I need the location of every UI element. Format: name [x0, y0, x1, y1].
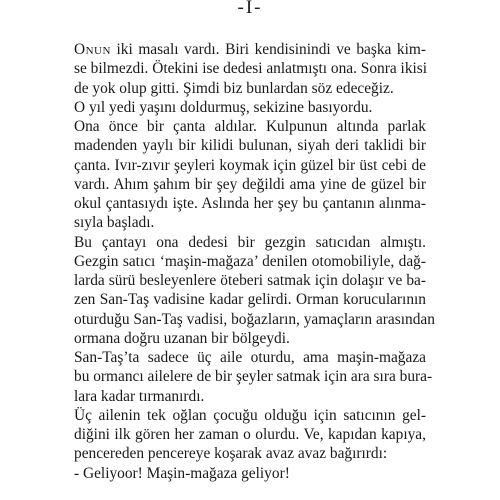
text-line: Bu çantayı ona dedesi bir gezgin satıcıdan almıştı.: [74, 233, 426, 251]
text-line: Gezgin satıcı ‘maşin-mağaza’ denilen otomobiliyle, dağ-: [74, 252, 426, 270]
text-line: pencereden pencereye koşarak avaz avaz bağırırdı:: [74, 445, 388, 463]
text-line: lara kadar tırmanırdı.: [74, 387, 205, 405]
drop-word: Onun: [74, 41, 111, 58]
text-line: San-Taş’ta sadece üç aile oturdu, ama maşin-mağaza: [74, 349, 426, 366]
text-line: - Geliyoor! Maşin-mağaza geliyor!: [74, 464, 290, 482]
text-line: diğini ilk gören her zaman o olurdu. Ve, kapıdan kapıya,: [74, 426, 426, 443]
text-line: madenden yaylı bir kilidi bulunan, siyah deri taklidi bir: [74, 137, 426, 155]
text-line: de yok olup gitti. Şimdi biz bunlardan söz edeceğiz.: [74, 79, 394, 97]
text-line: sıyla başladı.: [74, 214, 155, 232]
text-line: çanta. Ivır-zıvır şeyleri koymak için güzel bir üst cebi de: [74, 156, 426, 174]
text-line: Ona önce bir çanta aldılar. Kulpunun altında parlak: [74, 118, 426, 135]
text-line: okul çantasıydı işte. Aslında her şey bu çantanın alınma-: [74, 195, 426, 212]
text-line-content: iki masalı vardı. Biri kendisinindi ve başka kim-: [110, 41, 426, 58]
text-line: ormana doğru uzanan bir bölgeydi.: [74, 329, 290, 347]
text-line: O yıl yedi yaşını doldurmuş, sekizine basıyordu.: [74, 98, 373, 116]
chapter-title: -I-: [237, 0, 263, 18]
body-text: [74, 40, 435, 483]
text-line: zen San-Taş vadisine kadar gelirdi. Orman korucularının: [74, 291, 426, 309]
text-line: [74, 40, 426, 59]
text-line: bu ormancı ailelere de bir şeyler satmak için ara sıra bura-: [74, 368, 433, 386]
text-line: larda sürü besleyenlere öteberi satmak için dolaşır ve ba-: [74, 272, 426, 289]
text-line: vardı. Ahım şahım bir şey değildi ama yine de güzel bir: [74, 175, 426, 193]
text-line: oturduğu San-Taş vadisi, boğazların, yamaçların arasından: [74, 310, 435, 328]
text-line: Üç ailenin tek oğlan çocuğu olduğu için satıcının gel-: [74, 406, 426, 424]
text-line: se bilmezdi. Ötekini ise dedesi anlatmıştı ona. Sonra ikisi: [74, 60, 428, 78]
